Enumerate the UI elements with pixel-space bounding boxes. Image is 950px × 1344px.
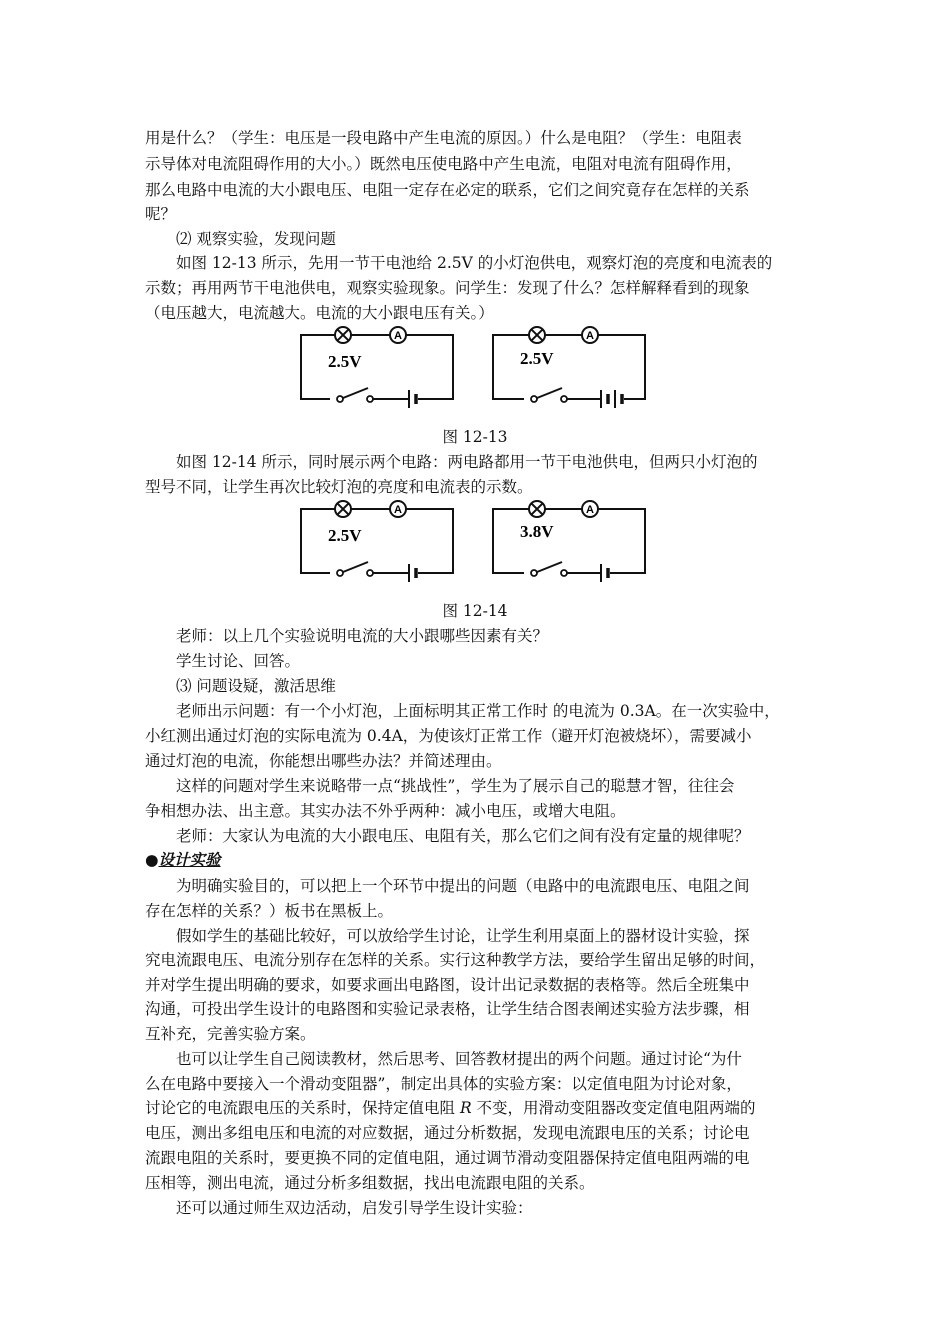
circuit-diagram <box>300 324 455 404</box>
paragraph-line: 也可以让学生自己阅读教材，然后思考、回答教材提出的两个问题。通过讨论“为什 <box>176 1050 742 1068</box>
switch-symbol <box>524 388 567 402</box>
subheading-question: ⑶ 问题设疑，激活思维 <box>176 677 336 695</box>
paragraph-line: 如图 12-14 所示，同时展示两个电路：两电路都用一节干电池供电，但两只小灯泡的 <box>176 453 758 471</box>
circuit-diagram <box>492 498 647 578</box>
text-span: 不变，用滑动变阻器改变定值电阻两端的 <box>471 1099 756 1117</box>
ammeter-symbol <box>582 327 598 343</box>
ammeter-letter: A <box>586 504 594 516</box>
paragraph-line: 通过灯泡的电流，你能想出哪些办法？并简述理由。 <box>145 752 502 770</box>
lamp-symbol <box>335 501 351 517</box>
lamp-rating-label: 2.5V <box>328 352 362 371</box>
paragraph-line: 示数；再用两节干电池供电，观察实验现象。问学生：发现了什么？怎样解释看到的现象 <box>145 279 750 297</box>
figure-caption: 图 12-14 <box>442 602 508 620</box>
ammeter-symbol <box>582 501 598 517</box>
paragraph-line: 并对学生提出明确的要求，如要求画出电路图，设计出记录数据的表格等。然后全班集中 <box>145 976 750 994</box>
battery-cell-symbol <box>600 564 610 582</box>
circuit-wire <box>301 509 453 573</box>
paragraph-line: 呢？ <box>145 205 177 223</box>
paragraph-line: 学生讨论、回答。 <box>176 652 301 670</box>
lamp-rating-label: 2.5V <box>328 526 362 545</box>
circuit-wire <box>301 335 453 399</box>
paragraph-line: 老师：以上几个实验说明电流的大小跟哪些因素有关？ <box>176 627 549 645</box>
section-heading-design-experiment <box>145 850 221 870</box>
paragraph-line: 老师出示问题：有一个小灯泡，上面标明其正常工作时 的电流为 0.3A。在一次实验中， <box>176 702 780 720</box>
paragraph-line: 老师：大家认为电流的大小跟电压、电阻有关，那么它们之间有没有定量的规律呢？ <box>176 827 750 845</box>
switch-symbol <box>524 562 567 576</box>
circuit-diagram <box>300 498 455 578</box>
paragraph-line: 型号不同，让学生再次比较灯泡的亮度和电流表的示数。 <box>145 478 533 496</box>
battery-two-cells-symbol <box>600 390 624 408</box>
bullet-icon: ● <box>145 851 159 869</box>
paragraph-line: 如图 12-13 所示，先用一节干电池给 2.5V 的小灯泡供电，观察灯泡的亮度和电流表的 <box>176 254 773 272</box>
paragraph-line: 这样的问题对学生来说略带一点“挑战性”，学生为了展示自己的聪慧才智，往往会 <box>176 777 735 795</box>
paragraph-line: 那么电路中电流的大小跟电压、电阻一定存在必定的联系，它们之间究竟存在怎样的关系 <box>145 181 750 199</box>
paragraph-line: （电压越大，电流越大。电流的大小跟电压有关。） <box>145 304 494 322</box>
ammeter-symbol <box>390 501 406 517</box>
paragraph-line: 流跟电阻的关系时，要更换不同的定值电阻，通过调节滑动变阻器保持定值电阻两端的电 <box>145 1149 750 1167</box>
paragraph-line: 示导体对电流阻碍作用的大小。）既然电压使电路中产生电流，电阻对电流有阻碍作用， <box>145 155 742 173</box>
circuit-wire <box>493 335 645 399</box>
paragraph-line: 争相想办法、出主意。其实办法不外乎两种：减小电压，或增大电阻。 <box>145 802 626 820</box>
text-span: 讨论它的电流跟电压的关系时，保持定值电阻 <box>145 1099 460 1117</box>
paragraph-line: 互补充，完善实验方案。 <box>145 1025 316 1043</box>
paragraph-line-with-symbol <box>145 1098 756 1118</box>
lamp-symbol <box>529 501 545 517</box>
ammeter-letter: A <box>394 504 402 516</box>
lamp-symbol <box>335 327 351 343</box>
paragraph-line: 电压，测出多组电压和电流的对应数据，通过分析数据，发现电流跟电压的关系；讨论电 <box>145 1124 750 1142</box>
battery-cell-symbol <box>408 564 418 582</box>
resistance-symbol: R <box>459 1099 472 1117</box>
ammeter-letter: A <box>394 330 402 342</box>
ammeter-symbol <box>390 327 406 343</box>
paragraph-line: 压相等，测出电流，通过分析多组数据，找出电流跟电阻的关系。 <box>145 1174 595 1192</box>
lamp-rating-label: 3.8V <box>520 522 554 541</box>
circuit-diagram <box>492 324 647 404</box>
paragraph-line: 存在怎样的关系？）板书在黑板上。 <box>145 902 394 920</box>
paragraph-line: 用是什么？（学生：电压是一段电路中产生电流的原因。）什么是电阻？（学生：电阻表 <box>145 129 742 147</box>
paragraph-line: 究电流跟电压、电流分别存在怎样的关系。实行这种教学方法，要给学生留出足够的时间， <box>145 951 766 969</box>
lamp-rating-label: 2.5V <box>520 349 554 368</box>
ammeter-letter: A <box>586 330 594 342</box>
paragraph-line: 沟通，可投出学生设计的电路图和实验记录表格，让学生结合图表阐述实验方法步骤，相 <box>145 1000 750 1018</box>
switch-symbol <box>330 388 373 402</box>
switch-symbol <box>330 562 373 576</box>
circuit-wire <box>493 509 645 573</box>
figure-caption: 图 12-13 <box>442 428 508 446</box>
paragraph-line: 小红测出通过灯泡的实际电流为 0.4A，为使该灯正常工作（避开灯泡被烧坏），需要减小 <box>145 727 752 745</box>
lamp-symbol <box>529 327 545 343</box>
paragraph-line: 还可以通过师生双边活动，启发引导学生设计实验： <box>176 1199 533 1217</box>
paragraph-line: 为明确实验目的，可以把上一个环节中提出的问题（电路中的电流跟电压、电阻之间 <box>176 877 750 895</box>
subheading-observe-experiment: ⑵ 观察实验，发现问题 <box>176 230 336 248</box>
paragraph-line: 假如学生的基础比较好，可以放给学生讨论，让学生利用桌面上的器材设计实验，探 <box>176 927 750 945</box>
paragraph-line: 么在电路中要接入一个滑动变阻器”，制定出具体的实验方案：以定值电阻为讨论对象， <box>145 1075 742 1093</box>
section-heading-label: 设计实验 <box>158 850 221 869</box>
battery-cell-symbol <box>408 390 418 408</box>
